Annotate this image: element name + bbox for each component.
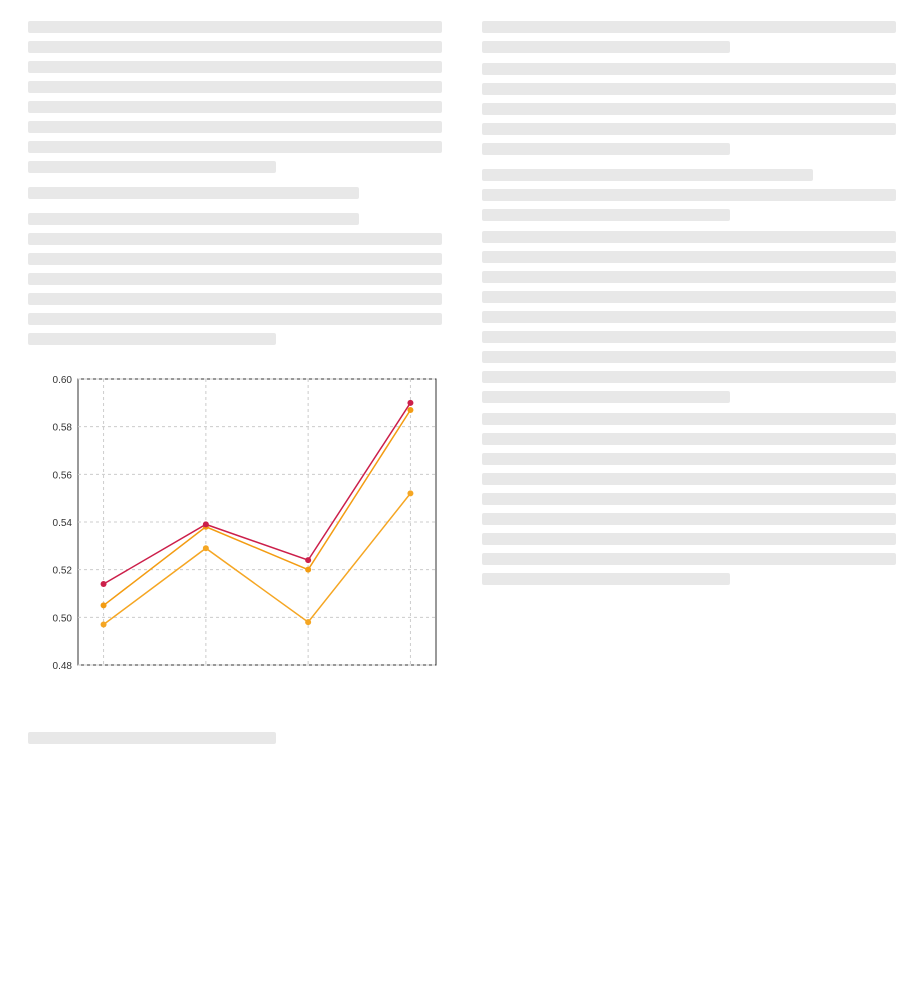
text-line-placeholder bbox=[482, 371, 896, 383]
series-point bbox=[305, 619, 311, 625]
right-column bbox=[462, 0, 924, 983]
text-line-placeholder bbox=[28, 333, 276, 345]
text-line-placeholder bbox=[482, 311, 896, 323]
series-point bbox=[101, 581, 107, 587]
text-line-placeholder bbox=[482, 351, 896, 363]
text-line-placeholder bbox=[28, 141, 442, 153]
series-point bbox=[203, 545, 209, 551]
y-tick-label: 0.56 bbox=[52, 470, 72, 482]
text-line-placeholder bbox=[28, 121, 442, 133]
text-line-placeholder bbox=[28, 61, 442, 73]
right-heading-2 bbox=[482, 169, 896, 181]
series-point bbox=[101, 621, 107, 627]
series-point bbox=[305, 557, 311, 563]
text-line-placeholder bbox=[482, 63, 896, 75]
text-line-placeholder bbox=[482, 331, 896, 343]
series-point bbox=[407, 400, 413, 406]
text-line-placeholder bbox=[482, 123, 896, 135]
text-line-placeholder bbox=[482, 83, 896, 95]
text-line-placeholder bbox=[28, 313, 442, 325]
text-line-placeholder bbox=[28, 21, 442, 33]
right-sections bbox=[482, 21, 896, 585]
text-line-placeholder bbox=[28, 253, 442, 265]
text-line-placeholder bbox=[482, 271, 896, 283]
text-line-placeholder bbox=[482, 473, 896, 485]
caption-line-placeholder bbox=[28, 732, 276, 744]
right-paragraph-0 bbox=[482, 21, 896, 53]
y-tick-label: 0.58 bbox=[52, 422, 72, 434]
left-sections bbox=[28, 21, 442, 345]
right-paragraph-5 bbox=[482, 413, 896, 585]
right-paragraph-4 bbox=[482, 231, 896, 403]
text-line-placeholder bbox=[28, 293, 442, 305]
line-chart bbox=[28, 365, 448, 725]
figure-5 bbox=[28, 365, 448, 725]
text-line-placeholder bbox=[28, 161, 276, 173]
text-line-placeholder bbox=[482, 573, 730, 585]
text-line-placeholder bbox=[482, 391, 730, 403]
text-line-placeholder bbox=[482, 103, 896, 115]
text-line-placeholder bbox=[482, 21, 896, 33]
heading-placeholder bbox=[28, 213, 359, 225]
text-line-placeholder bbox=[482, 533, 896, 545]
text-line-placeholder bbox=[482, 433, 896, 445]
heading-placeholder bbox=[28, 187, 359, 199]
text-line-placeholder bbox=[482, 231, 896, 243]
right-paragraph-1 bbox=[482, 63, 896, 155]
text-line-placeholder bbox=[482, 41, 730, 53]
y-tick-label: 0.50 bbox=[52, 613, 72, 625]
left-paragraph-3 bbox=[28, 233, 442, 345]
y-tick-label: 0.60 bbox=[52, 375, 72, 386]
left-heading-1 bbox=[28, 187, 442, 199]
y-tick-label: 0.52 bbox=[52, 565, 72, 577]
text-line-placeholder bbox=[28, 273, 442, 285]
text-line-placeholder bbox=[28, 81, 442, 93]
right-paragraph-3 bbox=[482, 189, 896, 221]
text-line-placeholder bbox=[482, 413, 896, 425]
text-line-placeholder bbox=[28, 101, 442, 113]
figure-caption bbox=[28, 732, 442, 744]
text-line-placeholder bbox=[482, 513, 896, 525]
y-tick-label: 0.48 bbox=[52, 661, 72, 672]
series-point bbox=[407, 490, 413, 496]
series-point bbox=[101, 602, 107, 608]
left-heading-2 bbox=[28, 213, 442, 225]
y-tick-label: 0.54 bbox=[52, 518, 72, 529]
text-line-placeholder bbox=[482, 209, 730, 221]
series-point bbox=[305, 567, 311, 573]
text-line-placeholder bbox=[482, 189, 896, 201]
text-line-placeholder bbox=[482, 553, 896, 565]
series-point bbox=[407, 407, 413, 413]
text-line-placeholder bbox=[28, 233, 442, 245]
series-point bbox=[203, 521, 209, 527]
text-line-placeholder bbox=[482, 251, 896, 263]
heading-placeholder bbox=[482, 169, 813, 181]
text-line-placeholder bbox=[482, 291, 896, 303]
plot-area bbox=[78, 379, 436, 665]
text-line-placeholder bbox=[28, 41, 442, 53]
left-paragraph-0 bbox=[28, 21, 442, 173]
text-line-placeholder bbox=[482, 493, 896, 505]
text-line-placeholder bbox=[482, 143, 730, 155]
text-line-placeholder bbox=[482, 453, 896, 465]
